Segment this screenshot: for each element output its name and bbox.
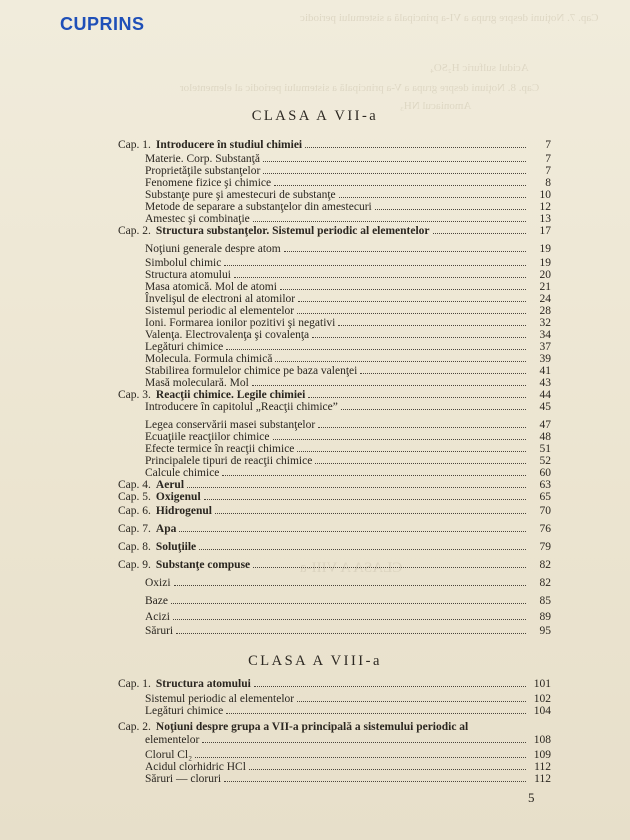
subsection-title: Principalele tipuri de reacţii chimice [145,455,313,467]
subsection-title: Masă moleculară. Mol [145,377,249,389]
dot-leader [297,451,526,452]
page-ref: 48 [539,431,551,443]
dot-leader [226,349,526,350]
chapter-entry [118,540,551,553]
chapter-number: Cap. 6. [118,505,151,517]
page-ref: 95 [539,625,551,637]
dot-leader [312,337,526,338]
dot-leader [174,585,526,586]
subsection-entry [145,242,551,255]
page-ref: 34 [539,329,551,341]
dot-leader [253,567,526,568]
page-ref: 7 [545,139,551,151]
dot-leader [234,277,526,278]
subsection-title: Clorul Cl₂ [145,749,193,761]
dot-leader [202,742,526,743]
dot-leader [263,173,526,174]
page-ref: 82 [539,559,551,571]
dot-leader [263,161,526,162]
chapter-entry [118,504,551,517]
subsection-title: Sistemul periodic al elementelor [145,693,295,705]
dot-leader [173,619,526,620]
chapter-title: Hidrogenul [155,505,212,517]
dot-leader [226,713,526,714]
dot-leader [249,769,526,770]
subsection-title: elementelor [145,734,200,746]
chapter-number: Cap. 9. [118,559,151,571]
page-ref: 41 [539,365,551,377]
dot-leader [222,475,526,476]
dot-leader [338,325,526,326]
bleed-through-text-2: Acidul sulfuric H₂SO₄ [430,62,529,74]
page-ref: 17 [539,225,551,237]
page-ref: 76 [539,523,551,535]
page-ref: 63 [539,479,551,491]
dot-leader [360,373,526,374]
subsection-title: Acidul clorhidric HCl [145,761,246,773]
dot-leader [274,185,526,186]
subsection-title: Simbolul chimic [145,257,222,269]
chapter-number: Cap. 2. [118,225,151,237]
chapter-entry [118,138,551,151]
dot-leader [224,781,526,782]
subsection-entry [145,772,551,785]
chapter-title: Structura atomului [155,678,251,690]
page-ref: 43 [539,377,551,389]
page-number: 5 [528,790,535,805]
chapter-entry [118,224,551,237]
page-ref: 20 [539,269,551,281]
page-ref: 45 [539,401,551,413]
subsection-title: Legături chimice [145,341,224,353]
dot-leader [375,209,526,210]
subsection-entry [145,610,551,623]
page-ref: 79 [539,541,551,553]
subsection-title: Săruri [145,625,174,637]
dot-leader [308,397,526,398]
page-ref: 65 [539,491,551,503]
page-ref: 109 [533,749,551,761]
subsection-title: Noţiuni generale despre atom [145,243,281,255]
subsection-title: Ioni. Formarea ionilor pozitivi şi negativi [145,317,336,329]
dot-leader [297,313,526,314]
dot-leader [179,531,526,532]
bleed-through-text-4: Amoniacul NH₃ [400,100,472,112]
page-ref: 37 [539,341,551,353]
bleed-through-text-5: CLASA A VIII-a [300,560,403,576]
dot-leader [204,499,526,500]
subsection-title: Baze [145,595,168,607]
chapter-number: Cap. 4. [118,479,151,491]
dot-leader [215,513,526,514]
subsection-title: Legea conservării masei substanţelor [145,419,316,431]
dot-leader [195,757,526,758]
chapter-number: Cap. 5. [118,491,151,503]
page-ref: 7 [545,153,551,165]
page-ref: 112 [534,773,551,785]
page-ref: 47 [539,419,551,431]
page-ref: 10 [539,189,551,201]
dot-leader [297,701,526,702]
dot-leader [273,439,526,440]
page-ref: 60 [539,467,551,479]
subsection-entry [145,733,551,746]
section-title: CLASA A VIII-a [248,653,382,669]
dot-leader [176,633,526,634]
page-ref: 89 [539,611,551,623]
dot-leader [298,301,526,302]
chapter-title: Noţiuni despre grupa a VII-a principală a sistemului periodic al [155,721,469,733]
subsection-title: Sistemul periodic al elementelor [145,305,295,317]
section-title: CLASA A VII-a [251,108,379,124]
chapter-title: Introducere în studiul chimiei [155,139,303,151]
page-ref: 12 [539,201,551,213]
chapter-title: Oxigenul [155,491,201,503]
chapter-entry [118,558,551,571]
page-ref: 102 [533,693,551,705]
page-ref: 108 [533,734,551,746]
chapter-entry [118,677,551,690]
subsection-title: Săruri — cloruri [145,773,222,785]
chapter-title: Apa [155,523,177,535]
page-ref: 39 [539,353,551,365]
page-ref: 19 [539,257,551,269]
subsection-title: Ecuaţiile reacţiilor chimice [145,431,270,443]
subsection-title: Materie. Corp. Substanţă [145,153,260,165]
subsection-title: Amestec şi combinaţie [145,213,250,225]
page-ref: 32 [539,317,551,329]
dot-leader [187,487,526,488]
page-ref: 19 [539,243,551,255]
chapter-entry [118,490,551,503]
dot-leader [253,221,526,222]
dot-leader [254,686,526,687]
page-ref: 28 [539,305,551,317]
subsection-title: Valenţa. Electrovalenţa şi covalenţa [145,329,310,341]
dot-leader [224,265,526,266]
page-ref: 104 [533,705,551,717]
dot-leader [275,361,526,362]
subsection-title: Legături chimice [145,705,224,717]
chapter-entry [118,522,551,535]
subsection-title: Structura atomului [145,269,231,281]
subsection-title: Fenomene fizice şi chimice [145,177,272,189]
subsection-entry [145,594,551,607]
chapter-number: Cap. 1. [118,139,151,151]
page-ref: 7 [545,165,551,177]
page-ref: 70 [539,505,551,517]
page-ref: 51 [539,443,551,455]
subsection-title: Proprietăţile substanţelor [145,165,261,177]
dot-leader [171,603,526,604]
page-ref: 24 [539,293,551,305]
chapter-number: Cap. 8. [118,541,151,553]
bleed-through-text-1: Cap. 7. Noţiuni despre grupa a VI-a principală a sistemului periodic [300,12,599,24]
subsection-title: Substanţe pure şi amestecuri de substanţe [145,189,336,201]
dot-leader [199,549,526,550]
bleed-through-text-3: Cap. 8. Noţiuni despre grupa a V-a principală a sistemului periodic al elementelor [180,82,540,94]
chapter-title: Aerul [155,479,185,491]
subsection-title: Introducere în capitolul „Reacţii chimice” [145,401,338,413]
dot-leader [318,427,526,428]
subsection-title: Acizi [145,611,170,623]
contents-header: CUPRINS [60,14,145,34]
subsection-entry [145,400,551,413]
chapter-title: Substanţe compuse [155,559,251,571]
dot-leader [339,197,526,198]
subsection-title: Învelişul de electroni al atomilor [145,293,296,305]
page-ref: 101 [533,678,551,690]
page-ref: 112 [534,761,551,773]
subsection-title: Oxizi [145,577,171,589]
dot-leader [341,409,526,410]
subsection-title: Molecula. Formula chimică [145,353,273,365]
chapter-number: Cap. 2. [118,721,151,733]
subsection-entry [145,576,551,589]
page-ref: 44 [539,389,551,401]
dot-leader [433,233,526,234]
dot-leader [315,463,526,464]
page-ref: 13 [539,213,551,225]
subsection-title: Metode de separare a substanţelor din amestecuri [145,201,372,213]
chapter-title: Soluţiile [155,541,197,553]
page-ref: 52 [539,455,551,467]
page-ref: 82 [539,577,551,589]
subsection-title: Masa atomică. Mol de atomi [145,281,277,293]
chapter-number: Cap. 3. [118,389,151,401]
page-ref: 85 [539,595,551,607]
chapter-title: Reacţii chimice. Legile chimiei [155,389,306,401]
chapter-number: Cap. 7. [118,523,151,535]
subsection-title: Efecte termice în reacţii chimice [145,443,295,455]
subsection-entry [145,624,551,637]
subsection-title: Stabilirea formulelor chimice pe baza valenţei [145,365,358,377]
subsection-title: Calcule chimice [145,467,220,479]
dot-leader [280,289,526,290]
subsection-entry [145,704,551,717]
chapter-number: Cap. 1. [118,678,151,690]
page-ref: 21 [539,281,551,293]
chapter-entry [118,720,551,733]
dot-leader [305,147,526,148]
chapter-title: Structura substanţelor. Sistemul periodic al elementelor [155,225,430,237]
dot-leader [284,251,526,252]
dot-leader [252,385,526,386]
page-ref: 8 [545,177,551,189]
